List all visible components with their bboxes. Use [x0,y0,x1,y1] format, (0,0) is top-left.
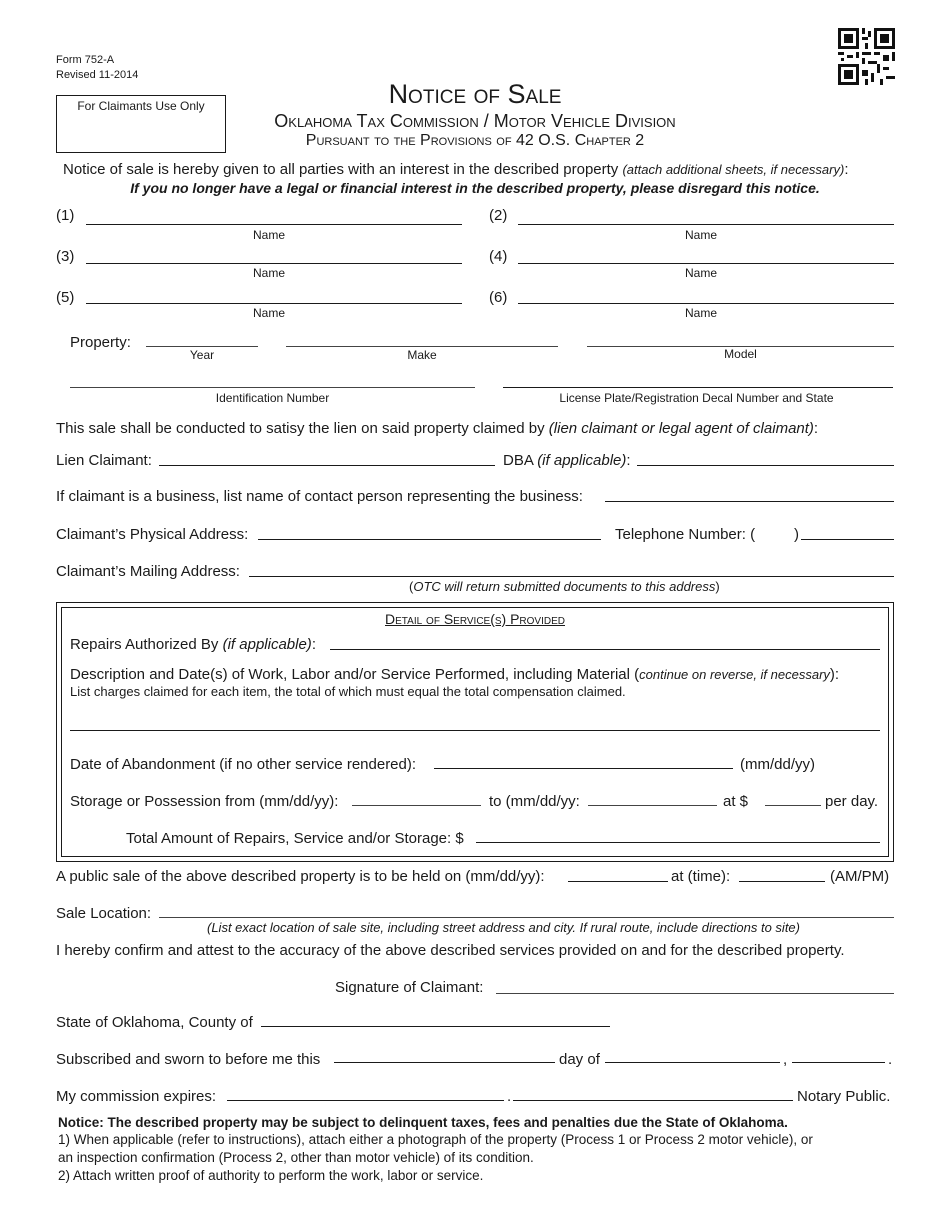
storage-to-label: to (mm/dd/yy: [489,793,580,810]
telephone-close: ) [794,526,799,543]
qr-code-icon [838,28,895,85]
form-revised: Revised 11-2014 [56,69,139,81]
storage-from-field[interactable] [352,805,481,806]
abandonment-label: Date of Abandonment (if no other service rendered): [70,756,417,773]
name-field-3[interactable] [86,263,462,264]
name-caption-4: Name [684,266,717,280]
name-caption-1: Name [252,228,285,242]
notice-item-2: 2) Attach written proof of authority to perform the work, labor or service. [58,1168,484,1183]
property-label: Property: [70,334,131,351]
mailing-address-field[interactable] [249,576,894,577]
property-make-field[interactable] [286,346,558,347]
commission-expires-field[interactable] [227,1100,504,1101]
telephone-label: Telephone Number: ( [615,526,756,543]
name-number-4: (4) [489,248,508,265]
name-field-2[interactable] [518,224,894,225]
name-caption-2: Name [684,228,717,242]
signature-field[interactable] [496,993,894,994]
storage-rate-label: at $ [723,793,749,810]
mailing-address-note: (OTC will return submitted documents to this address) [409,579,720,594]
charges-instruction: List charges claimed for each item, the total of which must equal the total compensation claimed. [70,684,626,699]
intro-line: Notice of sale is hereby given to all parties with an interest in the described property (attach additional sheets, if necessary): [63,161,849,178]
property-year-caption: Year [189,348,215,362]
notary-public-label: Notary Public. [797,1088,891,1105]
sale-date-field[interactable] [568,881,668,882]
description-label: Description and Date(s) of Work, Labor and/or Service Performed, including Material (continue on reverse, if necessary): [70,666,840,683]
county-label: State of Oklahoma, County of [56,1014,253,1031]
page-subtitle-agency: Oklahoma Tax Commission / Motor Vehicle Division [274,111,676,131]
license-plate-caption: License Plate/Registration Decal Number and State [559,391,834,405]
name-field-1[interactable] [86,224,462,225]
subscribed-comma: , [783,1051,788,1068]
page-title: Notice of Sale [388,79,562,109]
sale-location-note: (List exact location of sale site, including street address and city. If rural route, include directions to site) [207,920,800,935]
identification-number-field[interactable] [70,387,475,388]
notice-heading: Notice: The described property may be subject to delinquent taxes, fees and penalties due the State of Oklahoma. [58,1115,788,1130]
name-number-6: (6) [489,289,508,306]
name-number-1: (1) [56,207,75,224]
form-number: Form 752-A [56,54,115,66]
day-of-label: day of [559,1051,600,1068]
total-amount-field[interactable] [476,842,880,843]
name-caption-5: Name [252,306,285,320]
dba-label: DBA (if applicable): [503,452,631,469]
storage-rate-field[interactable] [765,805,821,806]
intro-disregard: If you no longer have a legal or financial interest in the described property, please disregard this notice. [130,180,820,196]
lien-claimant-field[interactable] [159,465,495,466]
commission-dot: . [507,1088,512,1105]
description-field[interactable] [70,730,880,731]
business-contact-label: If claimant is a business, list name of contact person representing the business: [56,488,583,505]
page-subtitle-statute: Pursuant to the Provisions of 42 O.S. Chapter 2 [305,132,645,149]
physical-address-label: Claimant’s Physical Address: [56,526,249,543]
sale-ampm: (AM/PM) [830,868,890,885]
name-number-2: (2) [489,207,508,224]
property-year-field[interactable] [146,346,258,347]
repairs-authorized-field[interactable] [330,649,880,650]
physical-address-field[interactable] [258,539,601,540]
property-model-caption: Model [724,347,757,361]
subscribed-day-field[interactable] [334,1062,555,1063]
name-field-5[interactable] [86,303,462,304]
attest-statement: I hereby confirm and attest to the accuracy of the above described services provided on and for the described property. [56,942,845,959]
lien-claimant-label: Lien Claimant: [56,452,152,469]
subscribed-period: . [888,1051,893,1068]
claimants-box-label: For Claimants Use Only [77,99,205,113]
repairs-authorized-label: Repairs Authorized By (if applicable): [70,636,316,653]
abandonment-date-field[interactable] [434,768,733,769]
notice-item-1b: an inspection confirmation (Process 2, other than motor vehicle) of its condition. [58,1150,534,1165]
total-amount-label: Total Amount of Repairs, Service and/or Storage: $ [126,830,464,847]
storage-per-day: per day. [825,793,879,810]
dba-field[interactable] [637,465,894,466]
notice-item-1a: 1) When applicable (refer to instructions), attach either a photograph of the property (Process 1 or Process 2 motor vehicle), or [58,1132,813,1147]
license-plate-field[interactable] [503,387,893,388]
sale-location-field[interactable] [159,917,894,918]
subscribed-label: Subscribed and sworn to before me this [56,1051,321,1068]
notary-signature-field[interactable] [513,1100,793,1101]
name-field-4[interactable] [518,263,894,264]
storage-from-label: Storage or Possession from (mm/dd/yy): [70,793,339,810]
lien-intro: This sale shall be conducted to satisy the lien on said property claimed by (lien claimant or legal agent of claimant): [56,420,819,437]
property-make-caption: Make [407,348,437,362]
business-contact-field[interactable] [605,501,894,502]
name-caption-6: Name [684,306,717,320]
sale-time-label: at (time): [671,868,731,885]
mailing-address-label: Claimant’s Mailing Address: [56,563,240,580]
sale-time-field[interactable] [739,881,825,882]
subscribed-year-field[interactable] [792,1062,885,1063]
identification-number-caption: Identification Number [215,391,330,405]
abandonment-format: (mm/dd/yy) [740,756,815,773]
name-number-5: (5) [56,289,75,306]
signature-label: Signature of Claimant: [335,979,484,996]
telephone-field[interactable] [801,539,894,540]
detail-heading: Detail of Service(s) Provided [385,611,565,627]
commission-label: My commission expires: [56,1088,217,1105]
storage-to-field[interactable] [588,805,717,806]
sale-location-label: Sale Location: [56,905,152,922]
name-field-6[interactable] [518,303,894,304]
public-sale-label: A public sale of the above described property is to be held on (mm/dd/yy): [56,868,545,885]
county-field[interactable] [261,1026,610,1027]
name-caption-3: Name [252,266,285,280]
name-number-3: (3) [56,248,75,265]
subscribed-month-field[interactable] [605,1062,780,1063]
